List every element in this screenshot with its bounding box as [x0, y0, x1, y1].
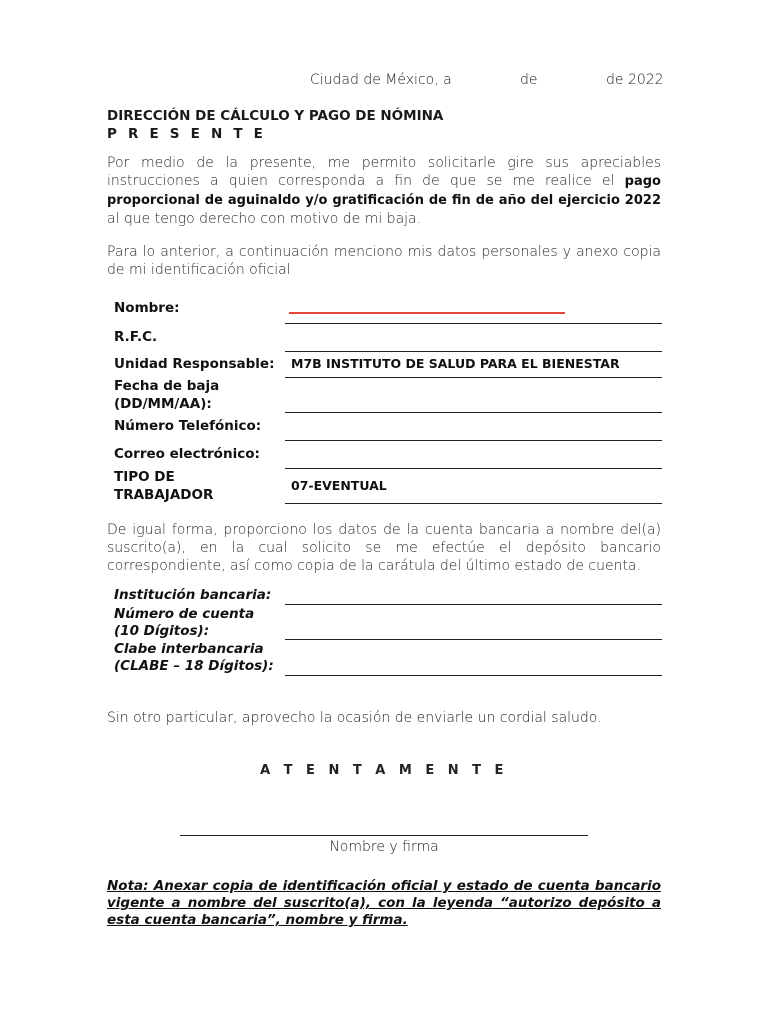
nombre-field[interactable]: [285, 323, 662, 324]
request-text-bold: pago proporcional de aguinaldo y/o gratificación de fin de año del ejercicio 2022: [107, 174, 661, 208]
numero-cuenta-label-line1: Número de cuenta: [114, 606, 255, 622]
numero-cuenta-label-line2: (10 Dígitos):: [114, 623, 210, 639]
presente-text: P R E S E N T E: [107, 126, 267, 142]
unidad-responsable-value: M7B INSTITUTO DE SALUD PARA EL BIENESTAR: [291, 356, 620, 371]
institucion-bancaria-label: Institución bancaria:: [114, 587, 272, 603]
atentamente-text: A T E N T A M E N T E: [260, 763, 508, 778]
telefono-field[interactable]: [285, 440, 662, 441]
tipo-trabajador-label-line2: TRABAJADOR: [114, 487, 214, 503]
fecha-baja-field[interactable]: [285, 412, 662, 413]
bank-paragraph: De igual forma, proporciono los datos de la cuenta bancaria a nombre del(a) suscrito(a), en la cual solicito se me efectúe el depósito bancario correspondiente, así como copia de la carátula del último estado de cuenta.: [107, 522, 661, 574]
request-text-start: Por medio de la presente, me permito solicitarle gire sus apreciables instrucciones a quien corresponda a fin de que se me realice el: [107, 155, 661, 189]
numero-cuenta-label: [114, 606, 254, 640]
nombre-red-underline: [289, 312, 565, 314]
correo-field[interactable]: [285, 468, 662, 469]
tipo-trabajador-label-line1: TIPO DE: [114, 469, 175, 485]
rfc-field[interactable]: [285, 351, 662, 352]
addressee-title: DIRECCIÓN DE CÁLCULO Y PAGO DE NÓMINA: [107, 108, 444, 124]
rfc-label: R.F.C.: [114, 329, 158, 345]
date-line: [300, 72, 662, 92]
nombre-label: Nombre:: [114, 300, 180, 316]
date-year-text: de 2022: [606, 72, 664, 88]
fecha-baja-label: [114, 377, 219, 413]
request-paragraph: [107, 154, 661, 228]
addressee-block: [107, 107, 443, 143]
personal-data-paragraph: Para lo anterior, a continuación menciono mis datos personales y anexo copia de mi identificación oficial: [107, 244, 661, 278]
request-text-end: al que tengo derecho con motivo de mi baja.: [107, 211, 422, 227]
correo-label: Correo electrónico:: [114, 446, 260, 462]
telefono-label: Número Telefónico:: [114, 418, 262, 434]
clabe-label: [114, 641, 274, 675]
fecha-baja-label-line2: (DD/MM/AA):: [114, 396, 212, 412]
clabe-label-line2: (CLABE – 18 Dígitos):: [114, 658, 274, 674]
note-text: Nota: Anexar copia de identificación oficial y estado de cuenta bancario vigente a nombre del suscrito(a), con la leyenda “autorizo depósito a esta cuenta bancaria”, nombre y firma.: [107, 878, 661, 928]
tipo-trabajador-field: [285, 503, 662, 504]
clabe-field[interactable]: [285, 675, 662, 676]
institucion-bancaria-field[interactable]: [285, 604, 662, 605]
clabe-label-line1: Clabe interbancaria: [114, 641, 264, 657]
signature-line[interactable]: [180, 835, 588, 836]
numero-cuenta-field[interactable]: [285, 639, 662, 640]
tipo-trabajador-value: 07-EVENTUAL: [291, 478, 387, 493]
unidad-responsable-field: [285, 377, 662, 378]
date-de-text: de: [520, 72, 538, 88]
place-date-text: Ciudad de México, a: [310, 72, 452, 88]
closing-text: Sin otro particular, aprovecho la ocasión de enviarle un cordial saludo.: [107, 710, 602, 726]
tipo-trabajador-label: [114, 468, 213, 504]
unidad-responsable-label: Unidad Responsable:: [114, 356, 275, 372]
signature-label: Nombre y firma: [329, 839, 439, 855]
fecha-baja-label-line1: Fecha de baja: [114, 378, 220, 394]
